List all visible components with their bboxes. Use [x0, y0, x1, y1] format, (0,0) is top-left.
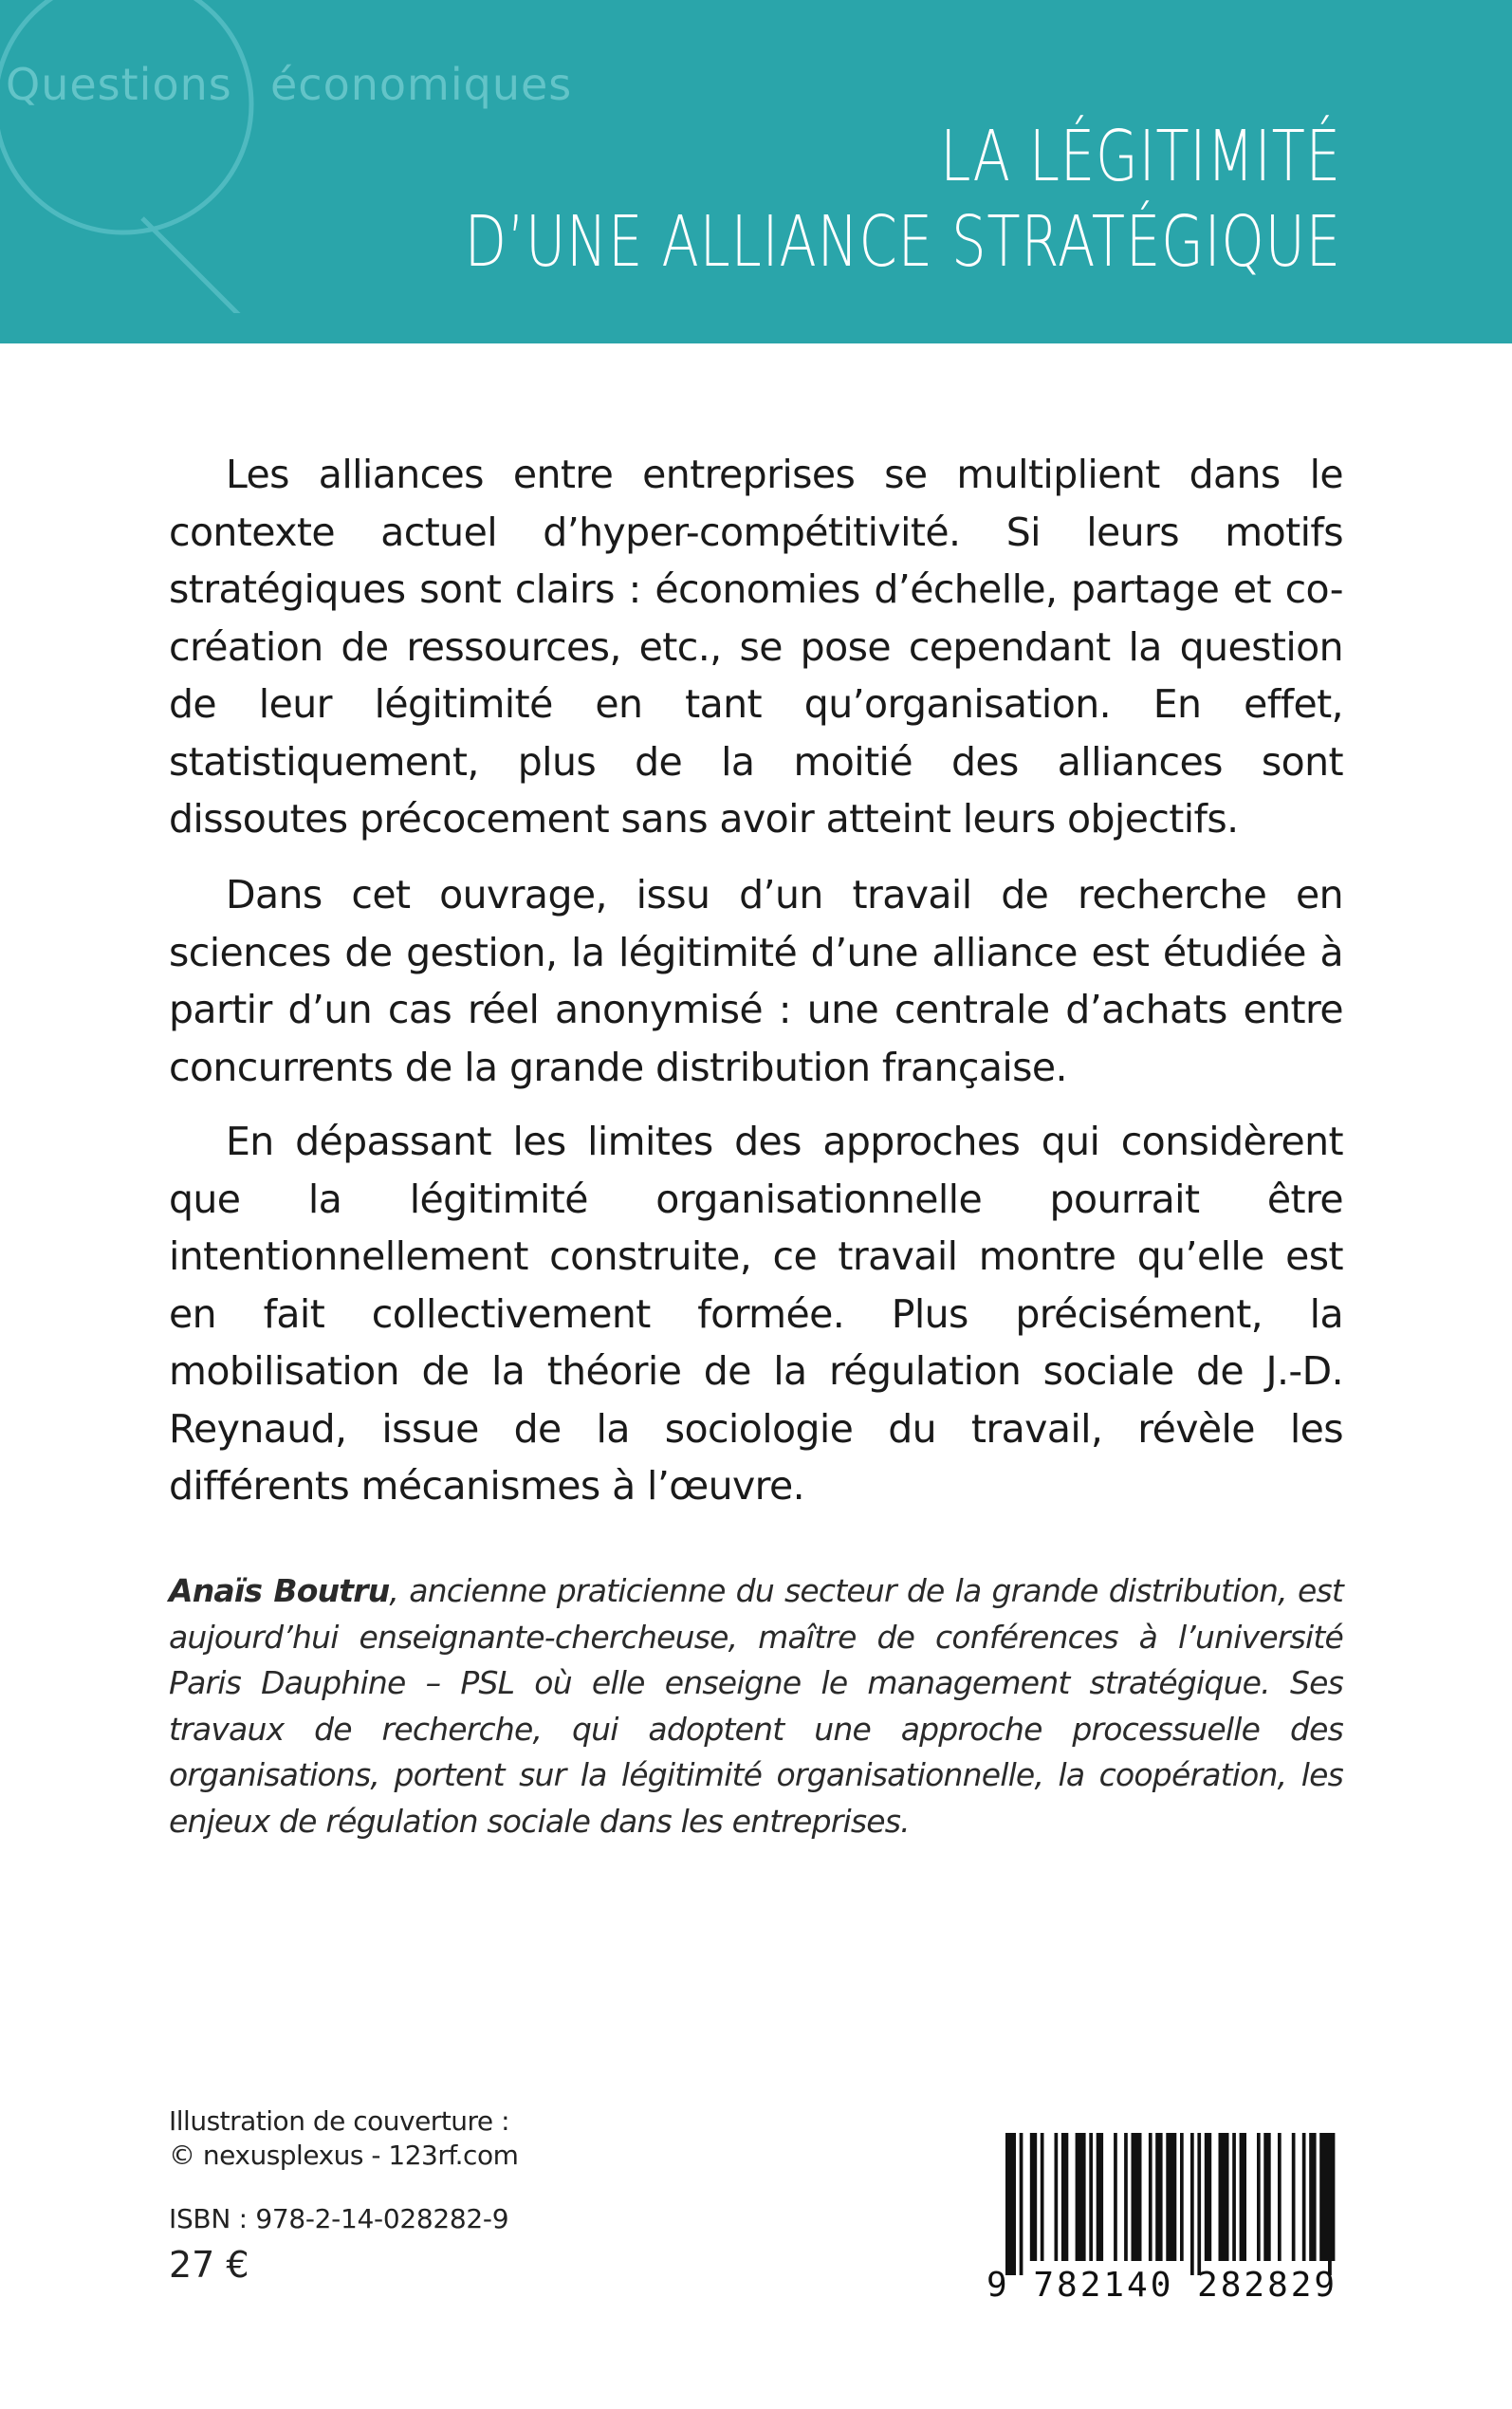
summary-paragraph-1 [169, 446, 1343, 848]
barcode-bar [1114, 2133, 1117, 2261]
barcode-bar [1180, 2133, 1184, 2261]
paragraph-text: Les alliances entre entreprises se multiplient dans le contexte actuel d’hyper-compétitivité. Si leurs motifs stratégiques sont clairs : économies d’échelle, partage et co-création de ressources, etc., se pose cependant la question de leur légitimité en tant qu’organisation. En effet, statistiquement, plus de la moitié des alliances sont dissoutes précocement sans avoir atteint leurs objectifs. [169, 452, 1343, 842]
barcode [986, 2123, 1336, 2304]
barcode-bar [1124, 2133, 1128, 2261]
barcode-bar [1205, 2133, 1211, 2261]
barcode-bar [1076, 2133, 1086, 2261]
paragraph-text: En dépassant les limites des approches qui considèrent que la légitimité organisationnelle pourrait être intentionnellement construite, ce travail montre qu’elle est en fait collectivement formée. Plus précisément, la mobilisation de la théorie de la régulation sociale de J.-D. Reynaud, issue de la sociologie du travail, révèle les différents mécanismes à l’œuvre. [169, 1119, 1343, 1509]
barcode-bar [1030, 2133, 1037, 2261]
isbn-text: ISBN : 978-2-14-028282-9 [169, 2203, 509, 2234]
barcode-digits: 9 782140 282829 [986, 2266, 1338, 2305]
book-title [465, 114, 1341, 285]
series-name-part1: Questions [6, 59, 232, 110]
series-name-part2: économiques [270, 59, 573, 110]
barcode-bar [1292, 2133, 1296, 2261]
cover-credits [169, 2104, 518, 2173]
barcode-bar [1302, 2133, 1306, 2261]
barcode-bar [1020, 2133, 1023, 2275]
barcode-bar [1197, 2133, 1201, 2275]
summary-paragraph-2 [169, 866, 1343, 1096]
q-letter-logo [0, 0, 285, 313]
barcode-bar [1190, 2133, 1194, 2275]
barcode-bar [1166, 2133, 1176, 2261]
credits-line1: Illustration de couverture : [169, 2105, 509, 2137]
author-bio [169, 1568, 1343, 1844]
book-title-line2: D’UNE ALLIANCE STRATÉGIQUE [464, 201, 1341, 283]
barcode-bar [1263, 2133, 1270, 2261]
barcode-bar [1309, 2133, 1316, 2261]
paragraph-text: Dans cet ouvrage, issu d’un travail de recherche en sciences de gestion, la légitimité d’une alliance est étudiée à partir d’un cas réel anonymisé : une centrale d’achats entre concurrents de la grande distribution française. [169, 872, 1343, 1090]
barcode-bar [1097, 2133, 1103, 2261]
barcode-bar [1278, 2133, 1282, 2261]
barcode-bar [1219, 2133, 1229, 2261]
author-bio-text: , ancienne praticienne du secteur de la grande distribution, est aujourd’hui enseignante-chercheuse, maître de conférences à l’université Paris Dauphine – PSL où elle enseigne le management stratégique. Ses travaux de recherche, qui adoptent une approche processuelle des organisations, portent sur la légitimité organisationnelle, la coopération, les enjeux de régulation sociale dans les entreprises. [169, 1572, 1343, 1840]
barcode-bar [1240, 2133, 1246, 2261]
book-title-line1: LA LÉGITIMITÉ [940, 116, 1341, 197]
author-name: Anaïs Boutru [169, 1572, 390, 1609]
barcode-bar [1041, 2133, 1044, 2261]
barcode-bars [986, 2123, 1336, 2275]
barcode-bar [1061, 2133, 1068, 2261]
barcode-bar [1005, 2133, 1016, 2275]
barcode-bar [1055, 2133, 1059, 2261]
header-banner [0, 0, 1512, 343]
barcode-bar [1149, 2133, 1152, 2261]
barcode-bar [1089, 2133, 1093, 2261]
summary-paragraph-3 [169, 1113, 1343, 1515]
price-text: 27 € [169, 2244, 249, 2286]
barcode-bar [1132, 2133, 1142, 2261]
barcode-bar [1257, 2133, 1261, 2261]
credits-line2: © nexusplexus - 123rf.com [169, 2140, 519, 2171]
barcode-bar [1155, 2133, 1162, 2261]
barcode-bar [1232, 2133, 1236, 2261]
barcode-bar [1328, 2133, 1332, 2275]
